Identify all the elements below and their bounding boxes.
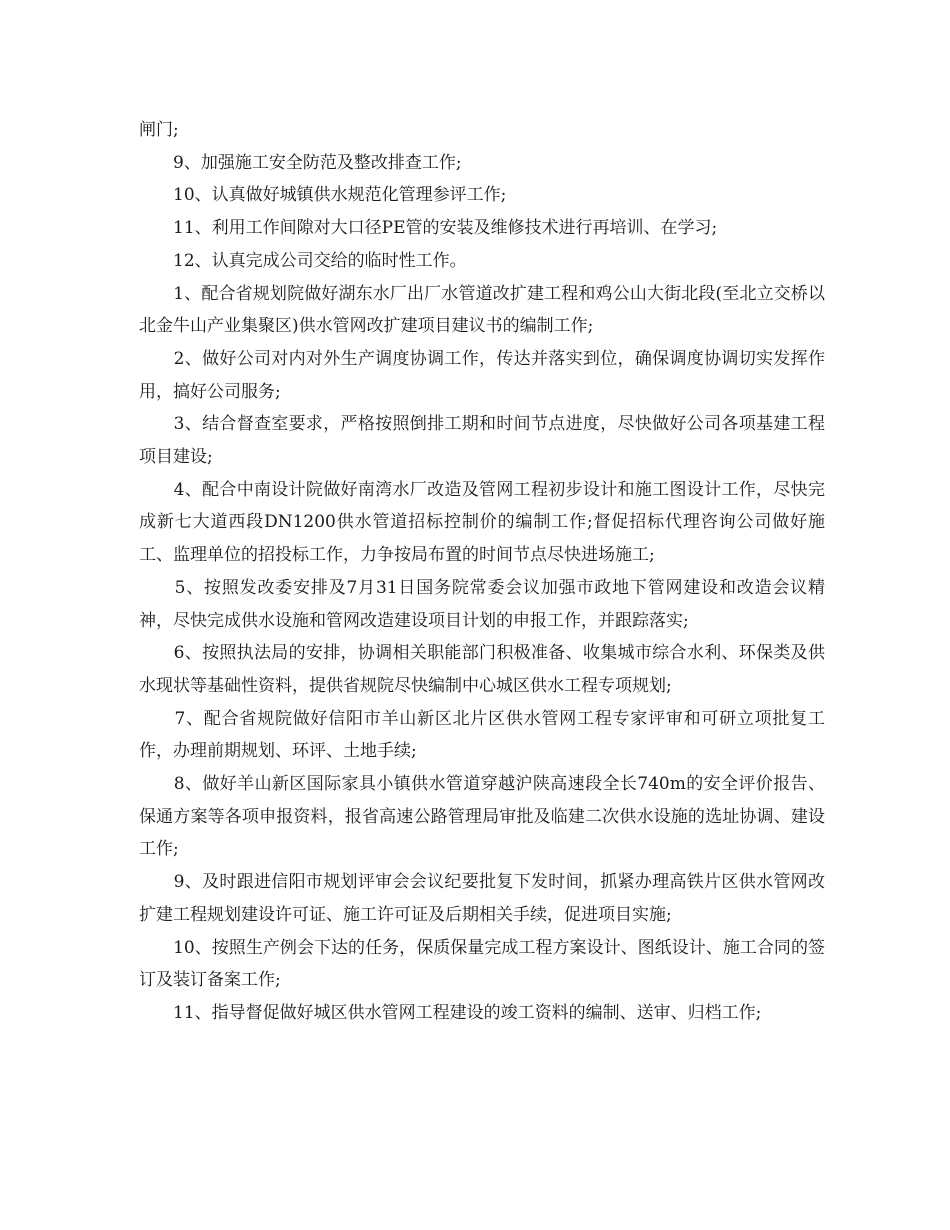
paragraph-item-11-training: 11、利用工作间隙对大口径PE管的安装及维修技术进行再培训、在学习; [139,218,718,239]
paragraph-item-9-safety: 9、加强施工安全防范及整改排查工作; [139,152,462,173]
paragraph-item-12-temporary-work: 12、认真完成公司交给的临时性工作。 [139,250,467,271]
paragraph-plan-item-9: 9、及时跟进信阳市规划评审会会议纪要批复下发时间，抓紧办理高铁片区供水管网改扩建工程规划建设许可证、施工许可证及后期相关手续，促进项目实施; [139,872,825,925]
paragraph-plan-item-10: 10、按照生产例会下达的任务，保质保量完成工程方案设计、图纸设计、施工合同的签订及装订备案工作; [139,937,825,991]
paragraph-plan-item-1: 1、配合省规划院做好湖东水厂出厂水管道改扩建工程和鸡公山大街北段(至北立交桥以北金牛山产业集聚区)供水管网改扩建项目建议书的编制工作; [139,283,825,337]
paragraph-plan-item-2: 2、做好公司对内对外生产调度协调工作，传达并落实到位，确保调度协调切实发挥作用，搞好公司服务; [139,348,825,402]
paragraph-plan-item-8: 8、做好羊山新区国际家具小镇供水管道穿越沪陕高速段全长740m的安全评价报告、保通方案等各项申报资料，报省高速公路管理局审批及临建二次供水设施的选址协调、建设工作; [139,774,825,860]
paragraph-gate-continuation: 闸门; [139,120,179,140]
paragraph-plan-item-4: 4、配合中南设计院做好南湾水厂改造及管网工程初步设计和施工图设计工作，尽快完成新七大道西段DN1200供水管道招标控制价的编制工作;督促招标代理咨询公司做好施工、监理单位的招投标工作，力争按局布置的时间节点尽快进场施工; [139,479,825,566]
paragraph-plan-item-5: 5、按照发改委安排及7月31日国务院常委会议加强市政地下管网建设和改造会议精神，尽快完成供水设施和管网改造建设项目计划的申报工作，并跟踪落实; [139,577,825,631]
paragraph-plan-item-3: 3、结合督查室要求，严格按照倒排工期和时间节点进度，尽快做好公司各项基建工程项目建设; [139,414,825,468]
document-body [139,114,825,1030]
paragraph-item-10-standardization: 10、认真做好城镇供水规范化管理参评工作; [139,185,507,206]
paragraph-plan-item-11: 11、指导督促做好城区供水管网工程建设的竣工资料的编制、送审、归档工作; [139,1002,762,1023]
paragraph-plan-item-7: 7、配合省规院做好信阳市羊山新区北片区供水管网工程专家评审和可研立项批复工作，办理前期规划、环评、土地手续; [139,708,825,762]
paragraph-plan-item-6: 6、按照执法局的安排，协调相关职能部门积极准备、收集城市综合水利、环保类及供水现状等基础性资料，提供省规院尽快编制中心城区供水工程专项规划; [139,643,825,696]
